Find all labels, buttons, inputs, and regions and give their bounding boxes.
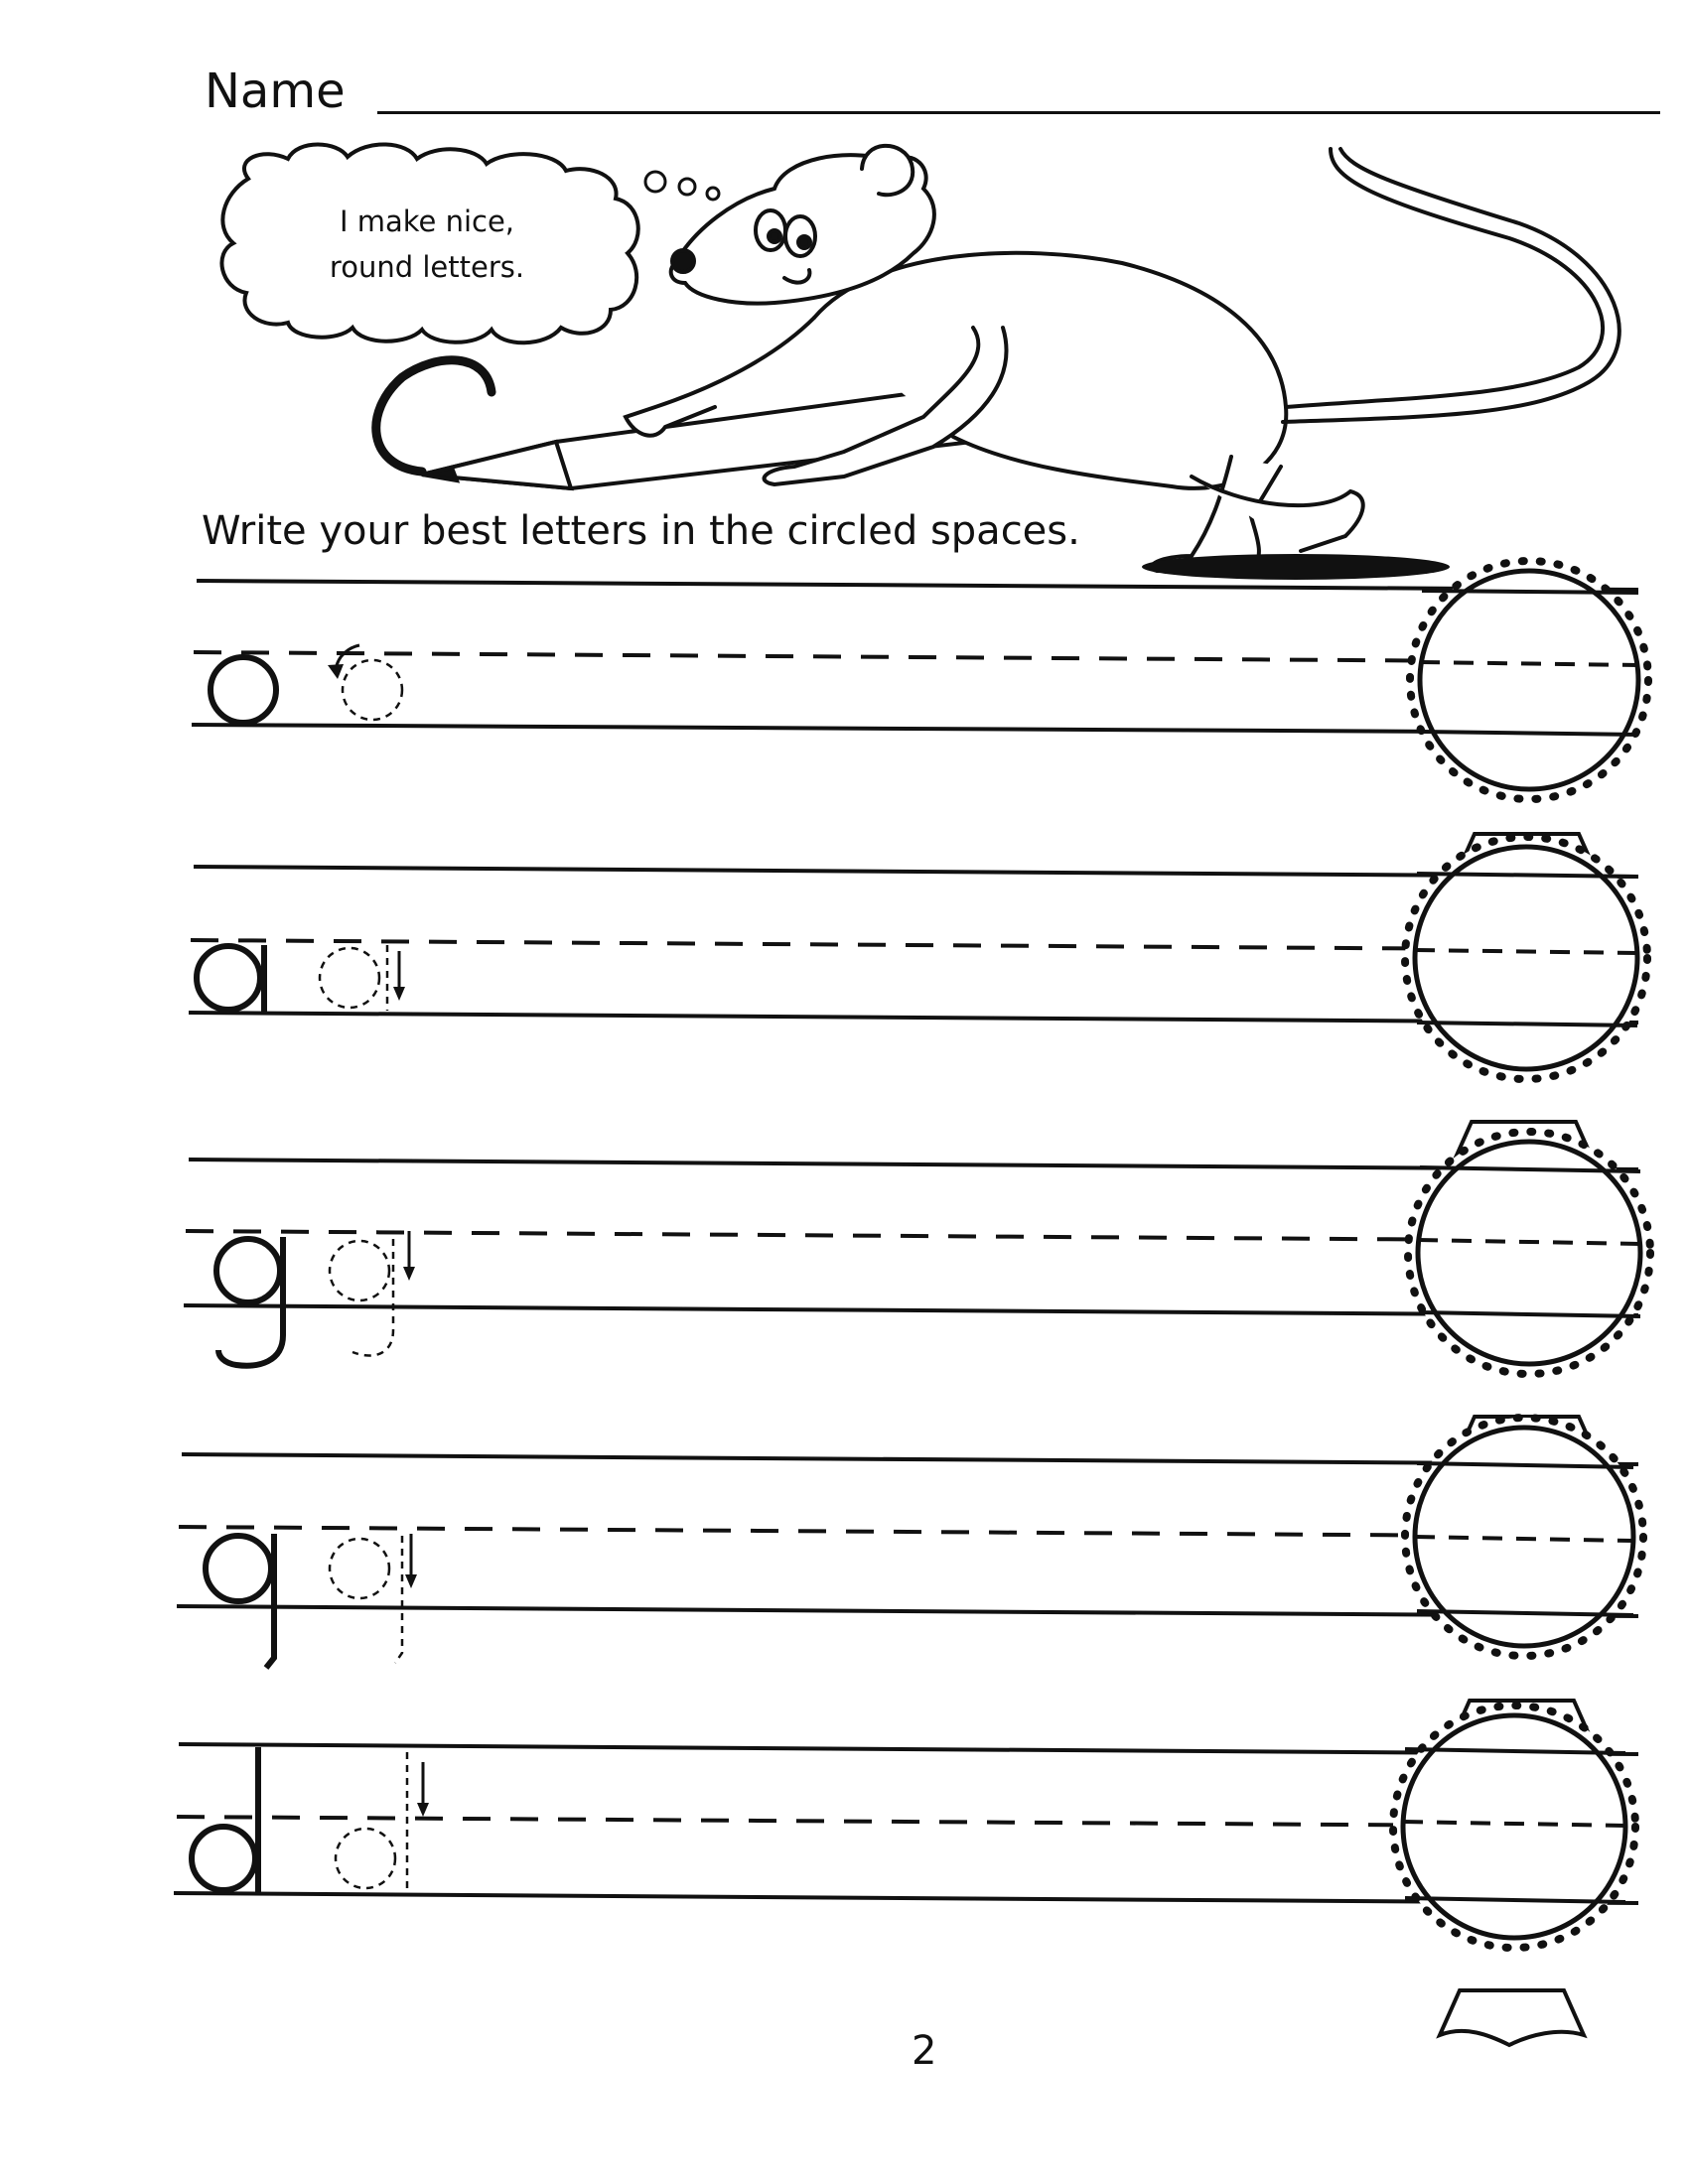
trace-letter-q	[330, 1539, 389, 1598]
trace-letter-a	[320, 948, 379, 1008]
thought-line: round letters.	[329, 250, 525, 284]
award-circle	[1405, 1418, 1643, 1755]
practice-row-q[interactable]	[177, 1418, 1643, 1755]
model-letter-a	[197, 946, 260, 1010]
trace-letter-d	[336, 1829, 395, 1888]
name-label: Name	[205, 64, 346, 119]
thought-line: I make nice,	[339, 205, 515, 238]
model-letter-d	[192, 1827, 255, 1890]
model-letter-q	[206, 1536, 271, 1601]
practice-row-d[interactable]	[174, 1706, 1638, 2045]
page-number: 2	[912, 2028, 937, 2074]
model-letter-g	[216, 1239, 280, 1302]
practice-row-g[interactable]	[184, 1132, 1650, 1471]
practice-row-o[interactable]	[192, 561, 1648, 888]
model-letter-o	[211, 657, 276, 723]
award-circle	[1405, 837, 1647, 1176]
trace-letter-g	[330, 1241, 389, 1300]
practice-row-a[interactable]	[189, 837, 1647, 1176]
award-circle	[1393, 1706, 1635, 2045]
instruction-text: Write your best letters in the circled spaces.	[202, 508, 1080, 554]
trace-letter-o	[343, 660, 402, 720]
